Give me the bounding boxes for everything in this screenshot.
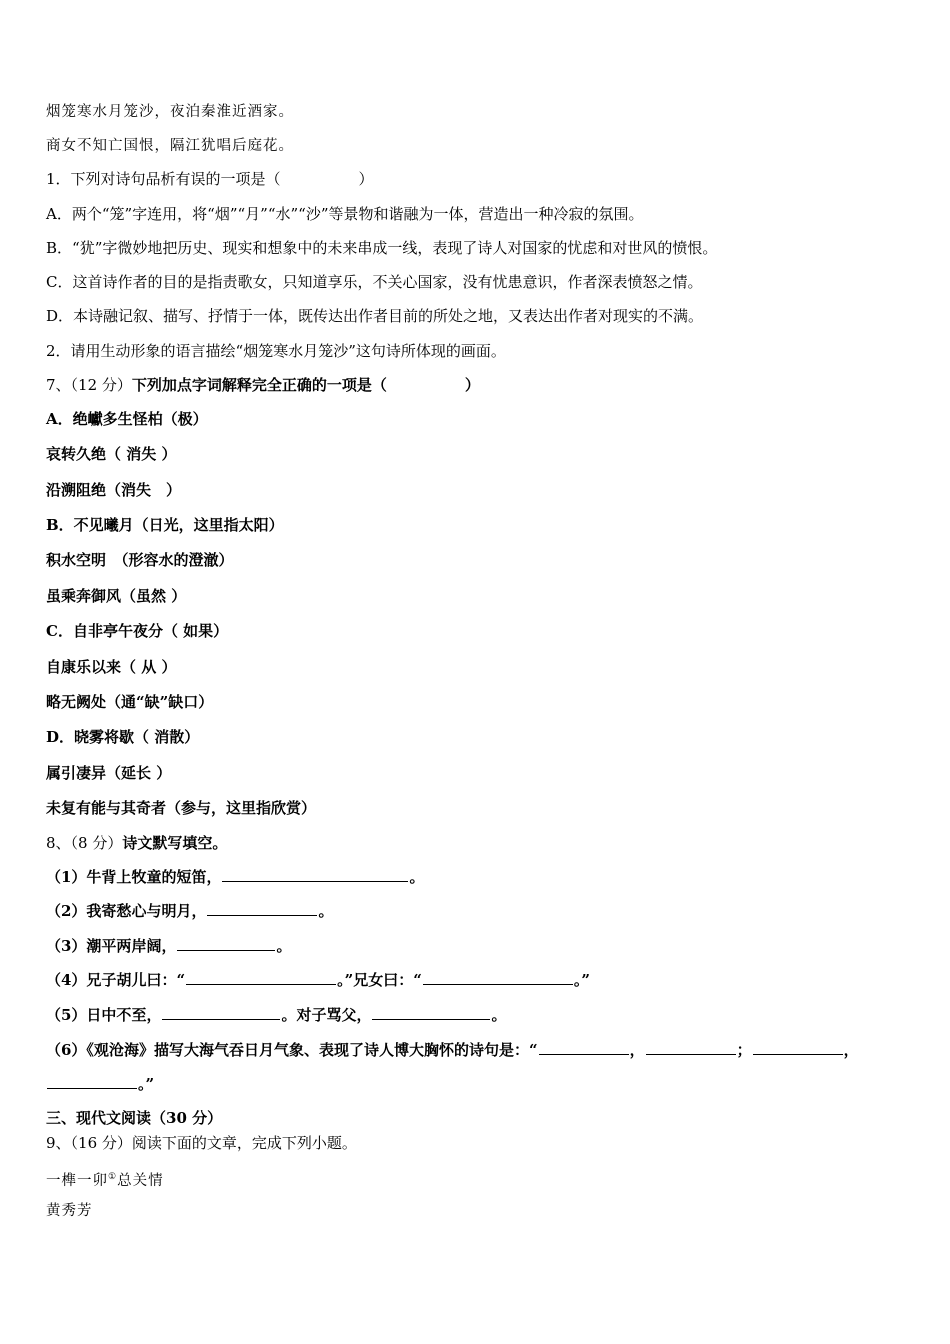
item-text: （6）《观沧海》描写大海气吞日月气象、表现了诗人博大胸怀的诗句是：“ (46, 1041, 538, 1059)
item-text: 。 (318, 902, 334, 920)
question-1-close: ） (358, 170, 374, 188)
answer-blank[interactable] (186, 970, 336, 985)
answer-blank[interactable] (162, 1005, 280, 1020)
question-8-stem (46, 833, 227, 853)
question-1-stem (46, 169, 374, 189)
question-7-option-d: D．晓雾将歇（ 消散） (46, 728, 200, 746)
answer-blank[interactable] (222, 867, 408, 882)
answer-blank[interactable] (207, 901, 317, 916)
question-1-option-d: D．本诗融记叙、描写、抒情于一体，既传达出作者目前的所处之地，又表达出作者对现实的不满。 (46, 307, 704, 325)
item-text: ； (736, 1041, 752, 1059)
question-8-item-2 (46, 901, 333, 921)
item-text: 。 (276, 937, 292, 955)
question-1-option-b: B．“犹”字微妙地把历史、现实和想象中的未来串成一线，表现了诗人对国家的忧虑和对世风的愤恨。 (46, 239, 718, 257)
item-text: （2）我寄愁心与明月， (46, 902, 207, 920)
question-7-line: 自康乐以来（ 从 ） (46, 658, 177, 676)
question-7-close: ） (464, 376, 480, 394)
question-7-option-c: C．自非亭午夜分（ 如果） (46, 622, 229, 640)
question-8-item-6-continued (46, 1074, 154, 1094)
question-7-stem (46, 375, 480, 395)
question-7-line: 积水空明 （形容水的澄澈） (46, 551, 234, 569)
item-text: 。对子骂父， (281, 1006, 372, 1024)
poem-line-1: 烟笼寒水月笼沙，夜泊秦淮近酒家。 (46, 104, 294, 120)
question-7-line: 虽乘奔御风（虽然 ） (46, 587, 187, 605)
question-7-number: 7、（12 分） (46, 376, 132, 394)
answer-blank[interactable] (177, 936, 275, 951)
answer-blank[interactable] (47, 1074, 137, 1089)
question-7-line: 沿溯阻绝（消失 ） (46, 481, 182, 499)
question-2-stem: 2．请用生动形象的语言描绘“烟笼寒水月笼沙”这句诗所体现的画面。 (46, 342, 506, 360)
question-8-item-6 (46, 1040, 859, 1060)
answer-blank[interactable] (539, 1040, 629, 1055)
item-text: （3）潮平两岸阔， (46, 937, 177, 955)
item-text: 。” (138, 1075, 155, 1093)
article-title (46, 1167, 164, 1191)
question-8-number: 8、（8 分） (46, 834, 123, 852)
question-8-item-3 (46, 936, 291, 956)
article-author: 黄秀芳 (46, 1203, 93, 1219)
question-8-text: 诗文默写填空。 (122, 834, 228, 852)
question-7-line: 未复有能与其奇者（参与，这里指欣赏） (46, 799, 317, 817)
question-9-stem: 9、（16 分）阅读下面的文章，完成下列小题。 (46, 1134, 357, 1152)
item-text: （5）日中不至， (46, 1006, 162, 1024)
item-text: （1）牛背上牧童的短笛， (46, 868, 222, 886)
question-8-item-4 (46, 970, 590, 990)
section-3-title: 三、现代文阅读（30 分） (46, 1109, 223, 1127)
question-1-option-c: C．这首诗作者的目的是指责歌女，只知道享乐，不关心国家，没有忧患意识，作者深表愤怒之情。 (46, 273, 703, 291)
answer-blank[interactable] (372, 1005, 490, 1020)
footnote-mark: ① (108, 1172, 118, 1182)
question-8-item-5 (46, 1005, 506, 1025)
question-8-item-1 (46, 867, 424, 887)
question-7-text: 下列加点字词解释完全正确的一项是（ (131, 376, 387, 394)
question-7-line: 略无阙处（通“缺”缺口） (46, 693, 214, 711)
question-7-line: 属引凄异（延长 ） (46, 764, 172, 782)
item-text: 。” (573, 971, 590, 989)
article-title-text: 一榫一卯 (46, 1172, 108, 1189)
item-text: 。 (491, 1006, 507, 1024)
answer-blank[interactable] (423, 970, 573, 985)
question-7-option-a: A．绝巘多生怪柏（极） (46, 410, 208, 428)
item-text: （4）兄子胡儿曰：“ (46, 971, 186, 989)
article-title-text: 总关情 (117, 1172, 164, 1189)
item-text: ， (843, 1041, 859, 1059)
item-text: ， (629, 1041, 645, 1059)
question-7-line: 哀转久绝（ 消失 ） (46, 445, 177, 463)
answer-blank[interactable] (753, 1040, 843, 1055)
item-text: 。”兄女曰：“ (337, 971, 422, 989)
question-7-option-b: B．不见曦月（日光，这里指太阳） (46, 516, 284, 534)
question-1-option-a: A．两个“笼”字连用，将“烟”“月”“水”“沙”等景物和谐融为一体，营造出一种冷寂的氛围。 (46, 205, 644, 223)
question-1-text: 1．下列对诗句品析有误的一项是（ (46, 170, 281, 188)
poem-line-2: 商女不知亡国恨，隔江犹唱后庭花。 (46, 138, 294, 154)
answer-blank[interactable] (646, 1040, 736, 1055)
item-text: 。 (409, 868, 425, 886)
